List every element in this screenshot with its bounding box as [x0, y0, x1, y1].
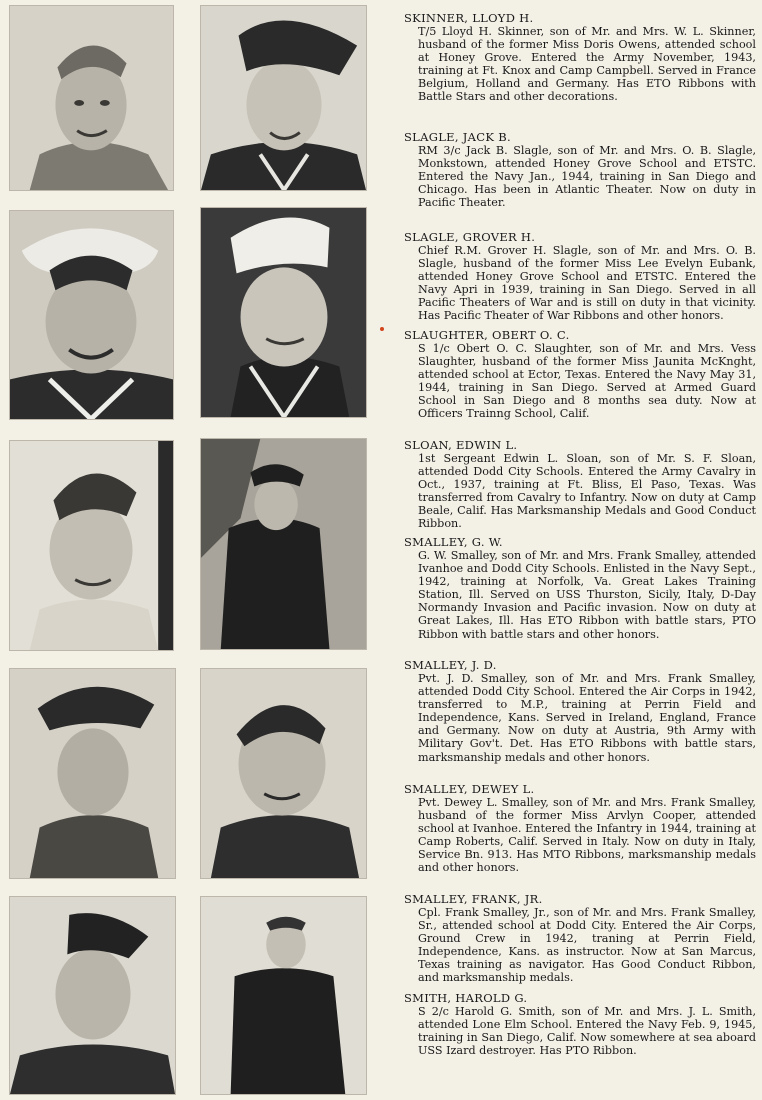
entry-smalley-gw: [404, 536, 756, 641]
photo-column: [0, 0, 378, 1100]
entry-slagle-grover: [404, 231, 756, 323]
entry-name: SLAGLE, GROVER H.: [404, 230, 536, 244]
entry-smalley-frank: [404, 893, 756, 985]
entry-slagle-jack: [404, 131, 756, 209]
entry-name: SMITH, HAROLD G.: [404, 991, 528, 1005]
entry-name: SMALLEY, G. W.: [404, 535, 503, 549]
entry-text: S 2/c Harold G. Smith, son of Mr. and Mrs. J. L. Smith, attended Lone Elm School. Entered the Navy Feb. 9, 1945, training in San Diego, Calif. Now somewhere at sea aboard USS Izard destroyer. Has PTO Ribbon.: [418, 1005, 756, 1058]
entry-text: Chief R.M. Grover H. Slagle, son of Mr. and Mrs. O. B. Slagle, husband of the former Miss Lee Evelyn Eubank, attended Honey Grove School and ETSTC. Entered the Navy Apri in 1939, training in San Diego. Served in all Pacific Theaters of War and is still on duty in that vicinity. Has Pacific Theater of War Ribbons and other honors.: [418, 244, 756, 323]
entry-text: Pvt. Dewey L. Smalley, son of Mr. and Mrs. Frank Smalley, husband of the former Miss Arvlyn Cooper, attended school at Ivanhoe. Entered the Infantry in 1944, training at Camp Roberts, Calif. Served in Italy. Now on duty in Italy, Service Bn. 913. Has MTO Ribbons, marksmanship medals and other honors.: [418, 796, 756, 875]
entry-name: SMALLEY, DEWEY L.: [404, 782, 535, 796]
entry-name: SLAUGHTER, OBERT O. C.: [404, 328, 570, 342]
entry-name: SMALLEY, J. D.: [404, 658, 497, 672]
entry-skinner: [404, 12, 756, 104]
photo-smalley-gw: [200, 438, 367, 650]
entry-text: Cpl. Frank Smalley, Jr., son of Mr. and Mrs. Frank Smalley, Sr., attended school at Dodd City. Entered the Air Corps, Ground Crew in 1942, traning at Perrin Field, Independence, Kans. as instructor. Now at San Marcus, Texas training as navigator. Has Good Conduct Ribbon, and marksmanship medals.: [418, 906, 756, 985]
photo-smalley-jd: [9, 668, 176, 879]
entry-text: RM 3/c Jack B. Slagle, son of Mr. and Mrs. O. B. Slagle, Monkstown, attended Honey Grove School and ETSTC. Entered the Navy Jan., 1944, training in San Diego and Chicago. Has been in Atlantic Theater. Now on duty in Pacific Theater.: [418, 144, 756, 210]
entry-smith: [404, 992, 756, 1057]
entry-sloan: [404, 439, 756, 531]
entry-name: SMALLEY, FRANK, JR.: [404, 892, 543, 906]
photo-smalley-dewey: [200, 668, 367, 879]
entry-text: G. W. Smalley, son of Mr. and Mrs. Frank Smalley, attended Ivanhoe and Dodd City Schools. Enlisted in the Navy Sept., 1942, training at Norfolk, Va. Great Lakes Training Station, Ill. Served on USS Thurston, Sicily, Italy, D-Day Normandy Invasion and Pacific invasion. Now on duty at Great Lakes, Ill. Has ETO Ribbon with battle stars, PTO Ribbon with battle stars and other honors.: [418, 549, 756, 641]
photo-slagle-grover: [9, 210, 174, 420]
entry-smalley-jd: [404, 659, 756, 764]
entry-name: SLAGLE, JACK B.: [404, 130, 511, 144]
entry-text: 1st Sergeant Edwin L. Sloan, son of Mr. S. F. Sloan, attended Dodd City Schools. Entered the Army Cavalry in Oct., 1937, training at Ft. Bliss, El Paso, Texas. Was transferred from Cavalry to Infantry. Now on duty at Camp Beale, Calif. Has Marksmanship Medals and Good Conduct Ribbon.: [418, 452, 756, 531]
entry-name: SLOAN, EDWIN L.: [404, 438, 518, 452]
photo-skinner: [9, 5, 174, 191]
photo-slaughter: [200, 207, 367, 418]
photo-sloan: [9, 440, 174, 651]
entry-text: Pvt. J. D. Smalley, son of Mr. and Mrs. Frank Smalley, attended Dodd City School. Entered the Air Corps in 1942, transferred to M.P., training at Perrin Field and Independence, Kans. Served in Ireland, England, France and Germany. Now on duty at Austria, 9th Army with Military Gov't. Det. Has ETO Ribbons with battle stars, marksmanship medals and other honors.: [418, 672, 756, 764]
entry-slaughter: [404, 329, 756, 421]
entry-smalley-dewey: [404, 783, 756, 875]
ink-speck: [380, 327, 384, 331]
photo-smalley-frank: [9, 896, 176, 1095]
photo-smith: [200, 896, 367, 1095]
photo-slagle-jack: [200, 5, 367, 191]
entry-text: S 1/c Obert O. C. Slaughter, son of Mr. and Mrs. Vess Slaughter, husband of the former Miss Jaunita McKnght, attended school at Ector, Texas. Entered the Navy May 31, 1944, training in San Diego. Served at Armed Guard School in San Diego and 8 months sea duty. Now at Officers Trainng School, Calif.: [418, 342, 756, 421]
entry-name: SKINNER, LLOYD H.: [404, 11, 534, 25]
entry-text: T/5 Lloyd H. Skinner, son of Mr. and Mrs. W. L. Skinner, husband of the former Miss Doris Owens, attended school at Honey Grove. Entered the Army November, 1943, training at Ft. Knox and Camp Campbell. Served in France Belgium, Holland and Germany. Has ETO Ribbons with Battle Stars and other decorations.: [418, 25, 756, 104]
